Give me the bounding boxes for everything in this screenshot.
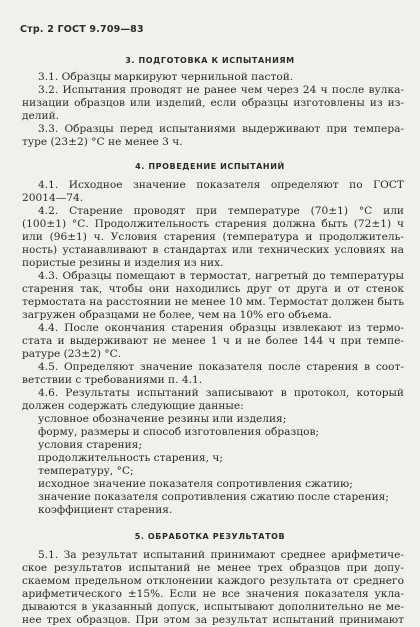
text-line: 20014—74. <box>22 192 84 204</box>
text-line: делий. <box>22 110 60 122</box>
text-line: ратуре (23±2) °С. <box>22 348 122 360</box>
text-line: 4.6. Результаты испытаний записывают в протокол, который <box>38 387 404 399</box>
text-line: 4.1. Исходное значение показателя определяют по ГОСТ <box>38 179 404 191</box>
text-line: старения так, чтобы они находились друг от друга и от стенок <box>22 283 404 295</box>
section-heading-5: 5. ОБРАБОТКА РЕЗУЛЬТАТОВ <box>134 532 286 541</box>
text-line: низации образцов или изделий, если образцы изготовлены из из- <box>22 97 404 109</box>
text-line: 4.4. После окончания старения образцы извлекают из термо- <box>38 322 404 334</box>
text-line: загружен образцами не более, чем на 10% его объема. <box>22 309 332 321</box>
list-item: значение показателя сопротивления сжатию после старения; <box>38 491 389 503</box>
text-line: 4.5. Определяют значение показателя после старения в соот- <box>38 361 404 373</box>
list-item: условное обозначение резины или изделия; <box>38 413 287 425</box>
page-header: Стр. 2 ГОСТ 9.709—83 <box>20 24 144 35</box>
text-line: 3.1. Образцы маркируют чернильной пастой. <box>38 71 294 83</box>
text-line: 4.3. Образцы помещают в термостат, нагретый до температуры <box>38 270 404 282</box>
list-item: форму, размеры и способ изготовления образцов; <box>38 426 319 438</box>
text-line: или (96±1) ч. Условия старения (температура и продолжитель- <box>22 231 404 243</box>
section-heading-4: 4. ПРОВЕДЕНИЕ ИСПЫТАНИЙ <box>135 162 285 171</box>
list-item: условия старения; <box>38 439 142 451</box>
text-line: скаемом предельном отклонении каждого результата от среднего <box>22 575 404 587</box>
list-item: температуру, °С; <box>38 465 134 477</box>
text-line: 3.3. Образцы перед испытаниями выдерживают при темпера- <box>38 123 404 135</box>
text-line: пористые резины и изделия из них. <box>22 257 224 269</box>
text-line: ветствии с требованиями п. 4.1. <box>22 374 203 386</box>
text-line: 5.1. За результат испытаний принимают среднее арифметиче- <box>38 549 404 561</box>
text-line: ское результатов испытаний не менее трех образцов при допу- <box>22 562 404 574</box>
text-line: дываются в указанный допуск, испытывают дополнительно не ме- <box>22 601 404 613</box>
list-item: исходное значение показателя сопротивления сжатию; <box>38 478 353 490</box>
text-line: туре (23±2) °С не менее 3 ч. <box>22 136 183 148</box>
text-line: 4.2. Старение проводят при температуре (70±1) °С или <box>38 205 404 217</box>
list-item: продолжительность старения, ч; <box>38 452 223 464</box>
text-line: должен содержать следующие данные: <box>22 400 244 412</box>
text-line: арифметического ±15%. Если не все значения показателя укла- <box>22 588 404 600</box>
text-line: 3.2. Испытания проводят не ранее чем через 24 ч после вулка- <box>38 84 404 96</box>
list-item: коэффициент старения. <box>38 504 173 516</box>
text-line: (100±1) °С. Продолжительность старения должна быть (72±1) ч <box>22 218 404 230</box>
section-heading-3: 3. ПОДГОТОВКА К ИСПЫТАНИЯМ <box>125 56 295 65</box>
text-line: ность) устанавливают в стандартах или технических условиях на <box>22 244 404 256</box>
text-line: термостата на расстоянии не менее 10 мм. Термостат должен быть <box>22 296 404 308</box>
text-line: нее трех образцов. При этом за результат испытаний принимают <box>22 614 404 626</box>
text-line: стата и выдерживают не менее 1 ч и не более 144 ч при темпе- <box>22 335 404 347</box>
